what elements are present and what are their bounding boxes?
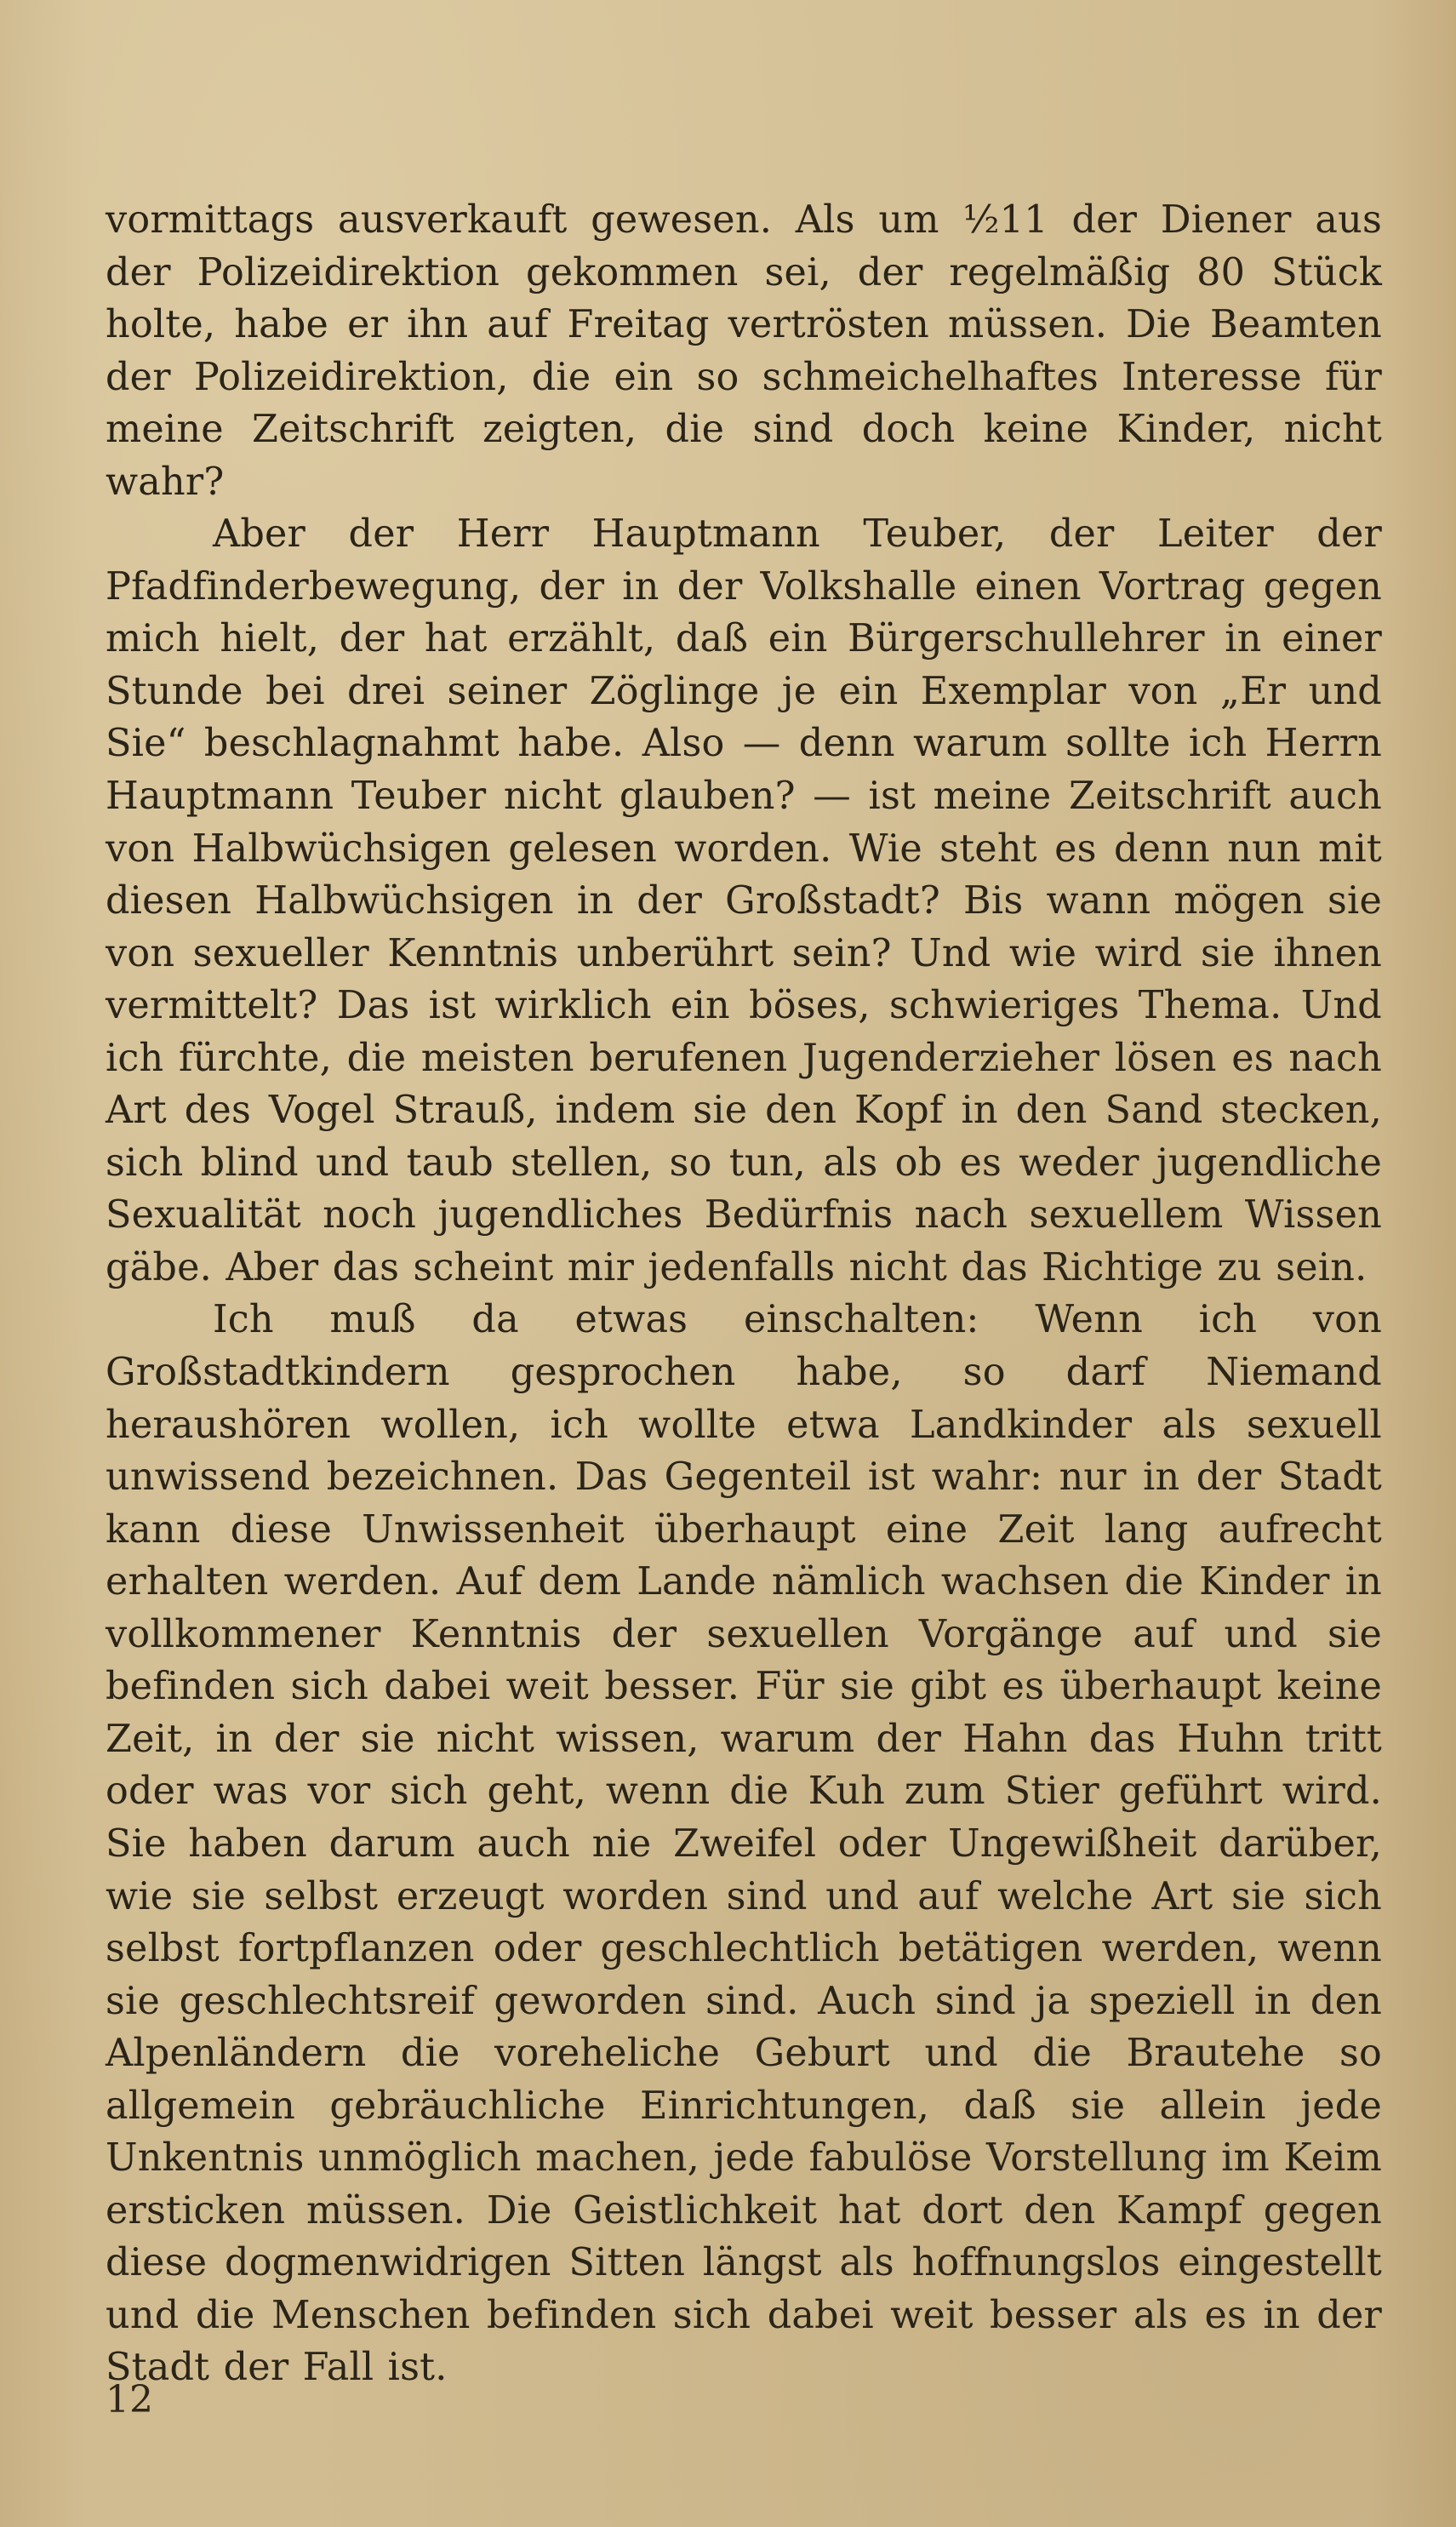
paragraph-landkinder: Ich muß da etwas einschalten: Wenn ich von Großstadtkindern gesprochen habe, so darf Niemand heraushören wollen, ich wollte etwa Landkinder als sexuell unwissend bezeichnen. Das Gegenteil ist wahr: nur in der Stadt kann diese Unwissenheit überhaupt eine Zeit lang aufrecht erhalten werden. Auf dem Lande nämlich wachsen die Kinder in vollkommener Kenntnis der sexuellen Vorgänge auf und sie befinden sich dabei weit besser. Für sie gibt es überhaupt keine Zeit, in der sie nicht wissen, warum der Hahn das Huhn tritt oder was vor sich geht, wenn die Kuh zum Stier geführt wird. Sie haben darum auch nie Zweifel oder Ungewißheit darüber, wie sie selbst erzeugt worden sind und auf welche Art sie sich selbst fortpflanzen oder geschlechtlich betätigen werden, wenn sie geschlechtsreif geworden sind. Auch sind ja speziell in den Alpenländern die voreheliche Geburt und die Brautehe so allgemein gebräuchliche Einrichtungen, daß sie allein jede Unkentnis unmöglich machen, jede fabulöse Vorstellung im Keim ersticken müssen. Die Geistlichkeit hat dort den Kampf gegen diese dogmenwidrigen Sitten längst als hoffnungslos eingestellt und die Menschen befinden sich dabei weit besser als es in der Stadt der Fall ist. [106,1298,1382,2390]
paragraph-hauptmann-teuber: Aber der Herr Hauptmann Teuber, der Leiter der Pfadfinderbewegung, der in der Volkshalle einen Vortrag gegen mich hielt, der hat erzählt, daß ein Bürgerschullehrer in einer Stunde bei drei seiner Zöglinge je ein Exemplar von „Er und Sie“ beschlagnahmt habe. Also — denn warum sollte ich Herrn Hauptmann Teuber nicht glauben? — ist meine Zeitschrift auch von Halbwüchsigen gelesen worden. Wie steht es denn nun mit diesen Halbwüchsigen in der Großstadt? Bis wann mögen sie von sexueller Kenntnis unberührt sein? Und wie wird sie ihnen vermittelt? Das ist wirklich ein böses, schwieriges Thema. Und ich fürchte, die meisten berufenen Jugenderzieher lösen es nach Art des Vogel Strauß, indem sie den Kopf in den Sand stecken, sich blind und taub stellen, so tun, als ob es weder jugendliche Sexualität noch jugendliches Bedürfnis nach sexuellem Wissen gäbe. Aber das scheint mir jedenfalls nicht das Richtige zu sein. [106,512,1382,1289]
page-number: 12 [106,2378,153,2421]
body-text [106,194,1382,2394]
paragraph-continuation: vormittags ausverkauft gewesen. Als um ½11 der Diener aus der Polizeidirektion gekommen sei, der regelmäßig 80 Stück holte, habe er ihn auf Freitag vertrösten müssen. Die Beamten der Polizeidirektion, die ein so schmeichelhaftes Interesse für meine Zeitschrift zeigten, die sind doch keine Kinder, nicht wahr? [106,198,1382,504]
